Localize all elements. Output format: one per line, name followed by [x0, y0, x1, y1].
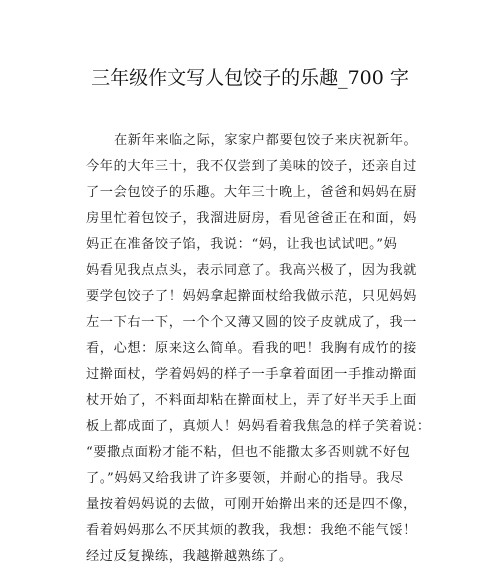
paragraph-line: 左一下右一下，一个个又薄又圆的饺子皮就成了，我一	[86, 315, 417, 330]
paragraph-line: 了一会包饺子的乐趣。大年三十晚上，爸爸和妈妈在厨	[86, 185, 417, 200]
paragraph-line: 妈看见我点点头，表示同意了。我高兴极了，因为我就	[86, 263, 417, 278]
paragraph-line: 要学包饺子了！妈妈拿起擀面杖给我做示范，只见妈妈	[86, 289, 417, 304]
paragraph-line: 板上都成面了，真烦人！妈妈看着我焦急的样子笑着说：	[86, 419, 431, 434]
paragraph-line: 了。”妈妈又给我讲了许多要领，并耐心的指导。我尽	[86, 471, 404, 486]
paragraph-line: 看着妈妈那么不厌其烦的教我，我想：我绝不能气馁！	[86, 523, 417, 538]
paragraph-line: 量按着妈妈说的去做，可刚开始擀出来的还是四不像，	[86, 497, 417, 512]
paragraph-line: 杖开始了，不料面却粘在擀面杖上，弄了好半天手上面	[86, 393, 417, 408]
paragraph-line: 看，心想：原来这么简单。看我的吧！我胸有成竹的接	[86, 341, 417, 356]
paragraph-line: “要撒点面粉才能不粘，但也不能撒太多否则就不好包	[86, 445, 411, 460]
paragraph-line: 过擀面杖，学着妈妈的样子一手拿着面团一手推动擀面	[86, 367, 417, 382]
document-title: 三年级作文写人包饺子的乐趣_700 字	[91, 67, 409, 89]
paragraph-line: 在新年来临之际，家家户都要包饺子来庆祝新年。	[114, 133, 418, 148]
paragraph-line: 妈正在准备饺子馅，我说：“妈，让我也试试吧。”妈	[86, 237, 398, 252]
paragraph-line: 今年的大年三十，我不仅尝到了美味的饺子，还亲自过	[86, 159, 417, 174]
paragraph-line: 经过反复操练，我越擀越熟练了。	[86, 549, 293, 564]
paragraph-line: 房里忙着包饺子，我溜进厨房，看见爸爸正在和面，妈	[86, 211, 417, 226]
document-body	[86, 128, 431, 570]
